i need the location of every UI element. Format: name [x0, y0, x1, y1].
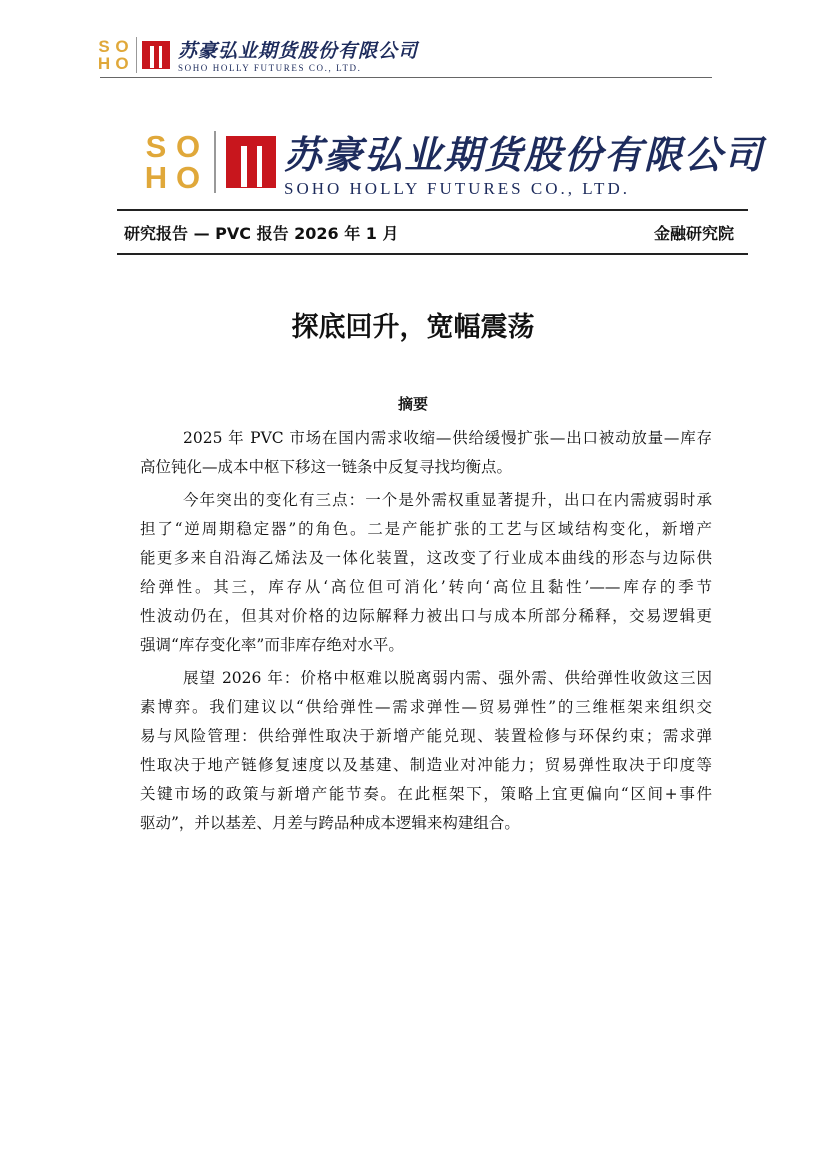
report-bar-bottom-rule: [117, 253, 748, 255]
abstract-paragraph: [140, 424, 712, 482]
company-name-cn: 苏豪弘业期货股份有限公司: [284, 132, 765, 177]
paragraph-line: 驱动”，并以基差、月差与跨品种成本逻辑来构建组合。: [140, 814, 520, 832]
paragraph-line: 强调“库存变化率”而非库存绝对水平。: [140, 636, 404, 654]
abstract-paragraph: [140, 486, 712, 660]
paragraph-line: 关键市场的政策与新增产能节奏。在此框架下，策略上宜更偏向“区间+事件: [140, 785, 712, 803]
cover-logo: [140, 124, 764, 199]
paragraph-line: 能更多来自沿海乙烯法及一体化装置，这改变了行业成本曲线的形态与边际供: [140, 549, 712, 567]
report-bar: [124, 221, 734, 244]
paragraph-line: 素博弈。我们建议以“供给弹性—需求弹性—贸易弹性”的三维框架来组织交: [140, 698, 712, 716]
abstract-body: [140, 424, 712, 842]
paragraph-line: 性波动仍在，但其对价格的边际解释力被出口与成本所部分稀释，交易逻辑更: [140, 607, 712, 625]
report-bar-top-rule: [117, 209, 748, 211]
abstract-paragraph: [140, 664, 712, 838]
header-rule: [100, 77, 712, 78]
logo-divider: [136, 37, 137, 73]
paragraph-line: 担了“逆周期稳定器”的角色。二是产能扩张的工艺与区域结构变化，新增产: [140, 520, 712, 538]
paragraph-line: 给弹性。其三，库存从‘高位但可消化’转向‘高位且黏性’——库存的季节: [140, 578, 712, 596]
report-title: 探底回升，宽幅震荡: [291, 312, 535, 343]
company-name-en: SOHO HOLLY FUTURES CO., LTD.: [178, 63, 362, 73]
soho-mark: S O H O: [144, 128, 201, 195]
soho-mark: S O H O: [97, 36, 129, 73]
company-name-en: SOHO HOLLY FUTURES CO., LTD.: [284, 179, 630, 198]
paragraph-line: 性取决于地产链修复速度以及基建、制造业对冲能力；贸易弹性取决于印度等: [140, 756, 712, 774]
paragraph-line: 易与风险管理：供给弹性取决于新增产能兑现、装置检修与环保约束；需求弹: [140, 727, 712, 745]
cube-logo-icon: [142, 41, 170, 69]
report-type: 研究报告 — PVC 报告 2026 年 1 月: [124, 224, 399, 243]
logo-divider: [214, 131, 216, 193]
company-name-cn: 苏豪弘业期货股份有限公司: [178, 40, 419, 62]
paragraph-line: 高位钝化—成本中枢下移这一链条中反复寻找均衡点。: [140, 458, 513, 476]
abstract-heading: 摘要: [397, 395, 428, 413]
header-logo-small: [95, 36, 418, 73]
paragraph-line: 今年突出的变化有三点：一个是外需权重显著提升，出口在内需疲弱时承: [183, 491, 712, 509]
cube-logo-icon: [226, 136, 276, 188]
paragraph-line: 展望 2026 年：价格中枢难以脱离弱内需、强外需、供给弹性收敛这三因: [183, 669, 712, 687]
department: 金融研究院: [653, 224, 734, 243]
paragraph-line: 2025 年 PVC 市场在国内需求收缩—供给缓慢扩张—出口被动放量—库存: [183, 429, 712, 447]
